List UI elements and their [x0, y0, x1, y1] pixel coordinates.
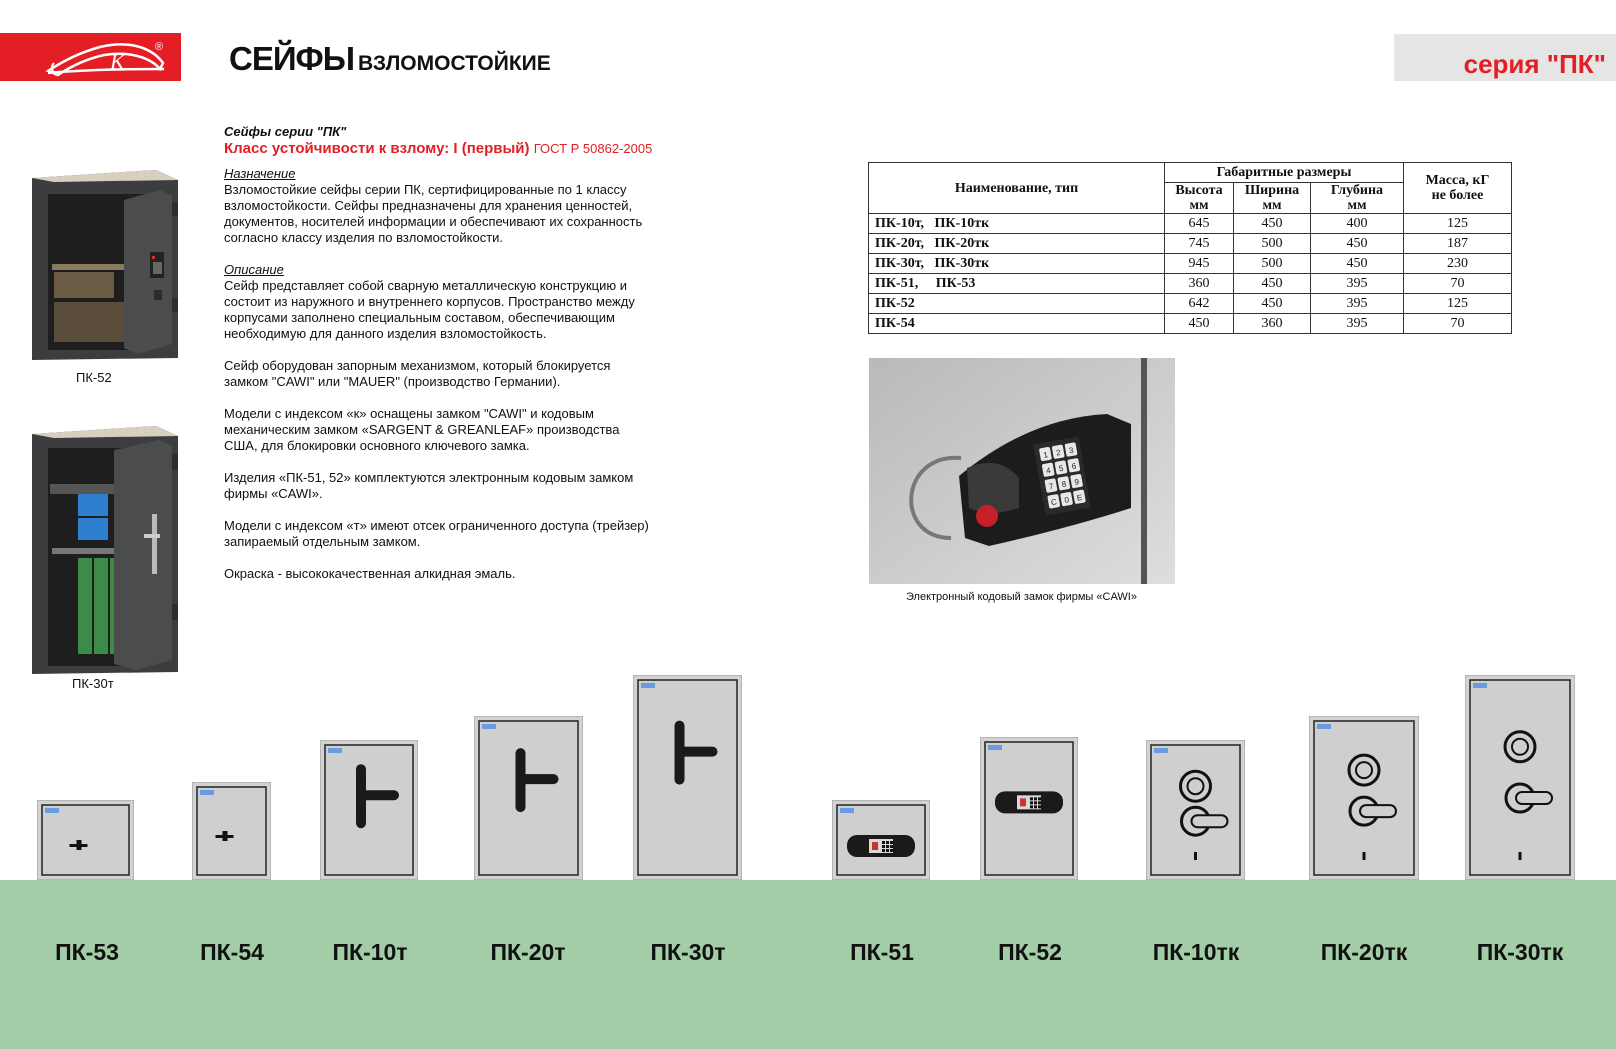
col-header-dimensions: Габаритные размеры [1165, 163, 1404, 183]
table-row [869, 314, 1512, 334]
model-label: ПК-10т [332, 939, 408, 965]
table-row [869, 294, 1512, 314]
table-cell-name: ПК-52 [869, 294, 1165, 314]
svg-text:5: 5 [1058, 463, 1065, 474]
svg-text:E: E [1076, 492, 1083, 503]
table-cell-h: 745 [1165, 234, 1234, 254]
table-cell-w: 450 [1234, 214, 1311, 234]
table-cell-name: ПК-20т, ПК-20тк [869, 234, 1165, 254]
svg-text:7: 7 [1048, 481, 1055, 492]
table-cell-name: ПК-51, ПК-53 [869, 274, 1165, 294]
safe-drawing [37, 800, 134, 880]
table-cell-w: 450 [1234, 274, 1311, 294]
description-column [224, 124, 704, 582]
table-cell-d: 450 [1311, 254, 1404, 274]
table-cell-d: 395 [1311, 314, 1404, 334]
title-main-word: СЕЙФЫ [229, 40, 355, 77]
table-row [869, 234, 1512, 254]
table-cell-d: 395 [1311, 294, 1404, 314]
photo-safe-pk30t [28, 424, 188, 679]
table-cell-m: 70 [1404, 314, 1512, 334]
table-cell-d: 450 [1311, 234, 1404, 254]
table-row [869, 254, 1512, 274]
page-title [229, 40, 551, 78]
logo-registered-mark: ® [155, 41, 164, 53]
dimensions-table [868, 162, 1512, 334]
svg-text:6: 6 [1071, 461, 1077, 472]
gost-standard: ГОСТ Р 50862-2005 [533, 141, 653, 156]
purpose-body: Взломостойкие сейфы серии ПК, сертифицированные по 1 классу взломостойкости. Сейфы предназначены для хранения ценностей, документов, носителей информации и обеспечивают их сохранность согласно классу изделия по взломостойкости. [224, 182, 643, 245]
table-cell-h: 945 [1165, 254, 1234, 274]
photo-safe-pk52 [28, 168, 188, 373]
safe-drawing [1146, 740, 1245, 880]
table-row [869, 274, 1512, 294]
svg-text:C: C [1050, 497, 1058, 508]
col-header-height: Высота мм [1165, 183, 1234, 214]
resistance-class: Класс устойчивости к взлому: I (первый) [224, 140, 530, 157]
electronic-lock-photo [869, 358, 1175, 584]
safe-drawing [1309, 716, 1419, 880]
series-label: серия "ПК" [1463, 49, 1606, 79]
keypad-key [1054, 460, 1067, 475]
svg-text:0: 0 [1063, 495, 1070, 505]
keypad-key [1042, 462, 1055, 477]
svg-text:9: 9 [1073, 477, 1080, 487]
svg-text:3: 3 [1068, 445, 1075, 456]
safe-drawing [320, 740, 418, 880]
svg-text:2: 2 [1055, 447, 1062, 458]
model-label: ПК-53 [55, 939, 119, 965]
keypad-key [1039, 447, 1052, 462]
keypad-key [1060, 492, 1073, 507]
table-cell-name: ПК-54 [869, 314, 1165, 334]
safe-drawing [832, 800, 930, 880]
model-label: ПК-30тк [1476, 939, 1564, 965]
safe-drawing [192, 782, 271, 880]
keypad-key [1057, 476, 1070, 491]
safe-drawing [633, 675, 742, 880]
table-cell-m: 125 [1404, 294, 1512, 314]
model-label: ПК-52 [998, 939, 1062, 965]
description-paragraph: Модели с индексом «т» имеют отсек ограниченного доступа (трейзер) запираемый отдельным замком. [224, 518, 649, 549]
safe-drawing [1465, 675, 1575, 880]
description-paragraph: Модели с индексом «к» оснащены замком "CAWI" и кодовым механическим замком «SARGENT & GREANLEAF» производства США, для блокировки основного ключевого замка. [224, 406, 620, 453]
keypad-key [1064, 442, 1077, 457]
table-cell-name: ПК-10т, ПК-10тк [869, 214, 1165, 234]
description-heading: Описание [224, 262, 284, 277]
svg-text:1: 1 [1042, 450, 1049, 460]
model-label: ПК-20тк [1320, 939, 1408, 965]
table-cell-d: 400 [1311, 214, 1404, 234]
table-cell-h: 642 [1165, 294, 1234, 314]
description-paragraph: Изделия «ПК-51, 52» комплектуются электронным кодовым замком фирмы «CAWI». [224, 470, 634, 501]
table-cell-w: 360 [1234, 314, 1311, 334]
keypad-key [1073, 489, 1086, 504]
keypad-key [1047, 494, 1060, 509]
safe-drawing [980, 737, 1078, 880]
table-cell-w: 450 [1234, 294, 1311, 314]
table-cell-m: 230 [1404, 254, 1512, 274]
description-paragraph: Окраска - высококачественная алкидная эмаль. [224, 566, 516, 581]
keypad-key [1067, 458, 1080, 473]
model-label: ПК-10тк [1152, 939, 1240, 965]
col-header-mass: Масса, кГ не более [1404, 163, 1512, 214]
description-paragraph: Сейф оборудован запорным механизмом, который блокируется замком "CAWI" или "MAUER" (производство Германии). [224, 358, 611, 389]
description-paragraph: Сейф представляет собой сварную металлическую конструкцию и состоит из наружного и внутреннего корпусов. Пространство между корпусами заполнено специальным составом, обеспечивающим необходимую для данного изделия взломостойкость. [224, 278, 635, 341]
title-sub-word: ВЗЛОМОСТОЙКИЕ [358, 52, 551, 75]
photo-caption: ПК-52 [76, 370, 112, 385]
table-cell-h: 450 [1165, 314, 1234, 334]
lock-caption: Электронный кодовый замок фирмы «CAWI» [906, 591, 1137, 603]
table-cell-w: 500 [1234, 234, 1311, 254]
table-cell-m: 187 [1404, 234, 1512, 254]
table-cell-w: 500 [1234, 254, 1311, 274]
purpose-heading: Назначение [224, 166, 296, 181]
table-cell-name: ПК-30т, ПК-30тк [869, 254, 1165, 274]
model-label: ПК-30т [650, 939, 726, 965]
model-label: ПК-54 [200, 939, 264, 965]
table-cell-m: 70 [1404, 274, 1512, 294]
table-row [869, 214, 1512, 234]
brand-logo [0, 33, 181, 81]
col-header-depth: Глубина мм [1311, 183, 1404, 214]
series-banner [1394, 34, 1616, 81]
model-label: ПК-51 [850, 939, 914, 965]
table-cell-d: 395 [1311, 274, 1404, 294]
logo-letter: K [110, 49, 125, 74]
keypad-key [1070, 474, 1083, 489]
photo-caption: ПК-30т [72, 676, 114, 691]
col-header-width: Ширина мм [1234, 183, 1311, 214]
model-label: ПК-20т [490, 939, 566, 965]
keypad-key [1044, 478, 1057, 493]
col-header-name: Наименование, тип [869, 163, 1165, 214]
svg-text:8: 8 [1060, 479, 1067, 490]
table-cell-m: 125 [1404, 214, 1512, 234]
safe-drawing [474, 716, 583, 880]
resistance-class-line [224, 141, 704, 157]
table-cell-h: 360 [1165, 274, 1234, 294]
keypad-key [1052, 444, 1065, 459]
svg-text:4: 4 [1045, 465, 1052, 476]
table-cell-h: 645 [1165, 214, 1234, 234]
series-title: Сейфы серии "ПК" [224, 124, 347, 139]
